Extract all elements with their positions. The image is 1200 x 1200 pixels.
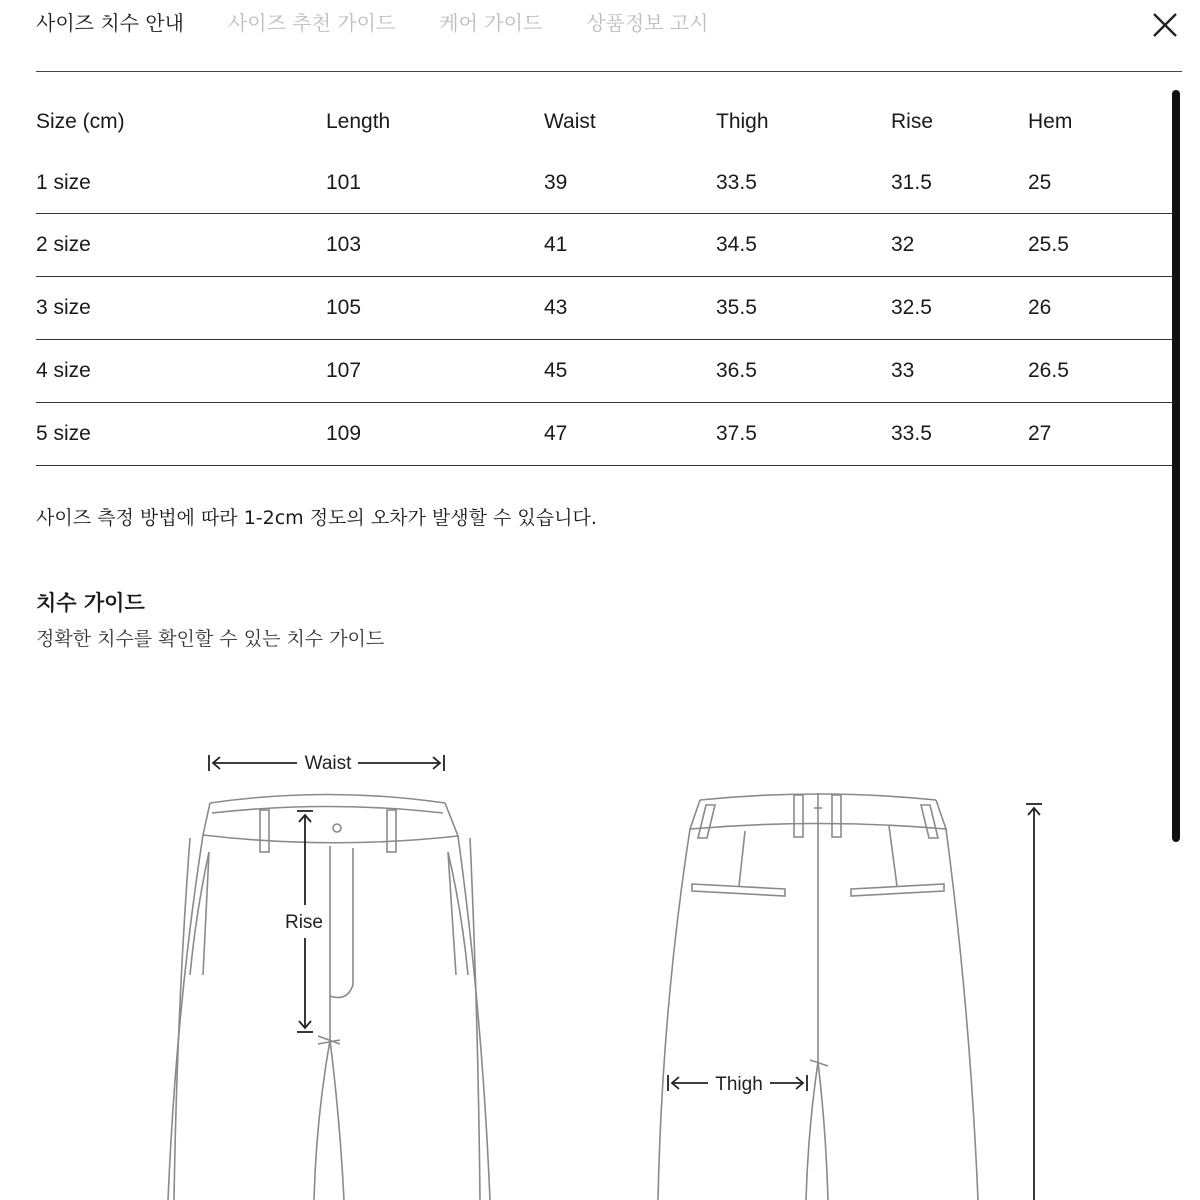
table-cell: 47: [544, 403, 716, 466]
table-cell: 5 size: [36, 403, 326, 466]
table-header: Hem: [1028, 109, 1073, 133]
table-cell: 32.5: [891, 277, 1028, 340]
tab-size-recommendation[interactable]: 사이즈 추천 가이드: [227, 11, 396, 35]
table-header: Rise: [891, 109, 934, 133]
table-cell: 26.5: [1028, 340, 1172, 403]
table-header: Thigh: [716, 109, 769, 133]
table-cell: 45: [544, 340, 716, 403]
table-cell: 109: [326, 403, 544, 466]
table-cell: 26: [1028, 277, 1172, 340]
guide-title: 치수 가이드: [36, 591, 145, 615]
measurement-note: 사이즈 측정 방법에 따라 1-2cm 정도의 오차가 발생할 수 있습니다.: [36, 507, 597, 529]
scrollbar-thumb[interactable]: [1172, 90, 1180, 842]
tab-care-guide[interactable]: 케어 가이드: [439, 11, 543, 35]
table-cell: 37.5: [716, 403, 891, 466]
table-cell: 27: [1028, 403, 1172, 466]
table-cell: 4 size: [36, 340, 326, 403]
table-cell: 103: [326, 214, 544, 277]
table-cell: 105: [326, 277, 544, 340]
table-cell: 33.5: [891, 403, 1028, 466]
table-cell: 35.5: [716, 277, 891, 340]
table-header: Length: [326, 109, 391, 133]
tab-product-info[interactable]: 상품정보 고시: [586, 11, 709, 35]
table-cell: 33.5: [716, 153, 891, 214]
table-header: Size (cm): [36, 109, 125, 133]
table-cell: 41: [544, 214, 716, 277]
table-cell: 1 size: [36, 153, 326, 214]
waist-label: Waist: [304, 753, 352, 774]
guide-subtitle: 정확한 치수를 확인할 수 있는 치수 가이드: [36, 628, 385, 650]
table-cell: 34.5: [716, 214, 891, 277]
table-cell: 36.5: [716, 340, 891, 403]
table-cell: 25.5: [1028, 214, 1172, 277]
table-cell: 2 size: [36, 214, 326, 277]
table-cell: 3 size: [36, 277, 326, 340]
table-cell: 33: [891, 340, 1028, 403]
pants-back-illustration: [658, 793, 978, 1200]
table-cell: 101: [326, 153, 544, 214]
pants-front-illustration: [168, 795, 490, 1200]
table-cell: 31.5: [891, 153, 1028, 214]
tab-size-chart[interactable]: 사이즈 치수 안내: [36, 11, 184, 35]
length-measure-arrow: [1026, 804, 1042, 1200]
thigh-label: Thigh: [715, 1074, 763, 1095]
rise-label: Rise: [284, 912, 324, 933]
table-header: Waist: [544, 109, 596, 133]
table-cell: 32: [891, 214, 1028, 277]
table-cell: 39: [544, 153, 716, 214]
table-cell: 43: [544, 277, 716, 340]
table-cell: 25: [1028, 153, 1172, 214]
table-cell: 107: [326, 340, 544, 403]
